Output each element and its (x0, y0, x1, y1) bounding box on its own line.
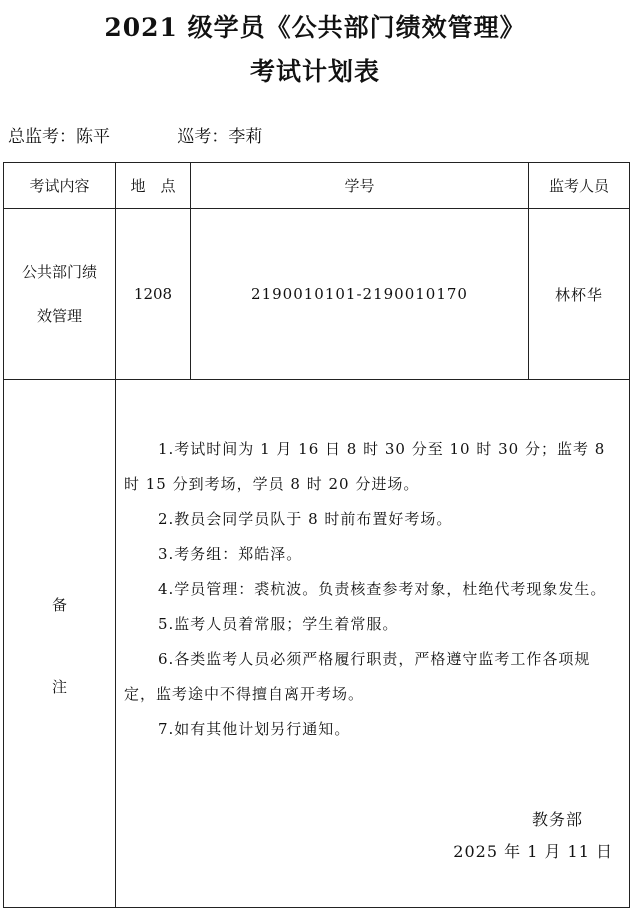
notes-list (124, 432, 617, 747)
header-location: 地 点 (116, 163, 191, 209)
page-title: 2021 级学员《公共部门绩效管理》 (104, 13, 526, 42)
signature-date: 2025 年 1 月 11 日 (453, 842, 613, 861)
note-item-4: 4.学员管理：裘杭波。负责核查参考对象，杜绝代考现象发生。 (158, 580, 607, 598)
header-invigilator: 监考人员 (529, 163, 630, 209)
signature-block (453, 804, 613, 868)
note-item-1: 1.考试时间为 1 月 16 日 8 时 30 分至 10 时 30 分；监考 8 时 15 分到考场，学员 8 时 20 分进场。 (124, 440, 606, 493)
chief-supervisor-label: 总监考： (8, 127, 76, 147)
note-item-5: 5.监考人员着常服；学生着常服。 (158, 615, 399, 633)
signature-department: 教务部 (531, 810, 583, 829)
page-subtitle: 考试计划表 (249, 57, 380, 86)
subject-cell (4, 209, 116, 380)
header-student-id: 学号 (191, 163, 529, 209)
notes-label-char-1: 备 (51, 596, 67, 614)
note-item-2: 2.教员会同学员队于 8 时前布置好考场。 (158, 510, 453, 528)
student-range-cell: 2190010101-2190010170 (191, 209, 529, 380)
invigilator-cell: 林杯华 (529, 209, 630, 380)
patrol-supervisor-name: 李莉 (228, 127, 263, 147)
exam-plan-table (3, 162, 630, 908)
notes-label-cell (4, 380, 116, 908)
supervisors-line (8, 122, 262, 147)
notes-body-cell (116, 380, 630, 908)
notes-label-char-2: 注 (51, 678, 67, 696)
subject-line-2: 效管理 (36, 307, 82, 325)
notes-row (4, 380, 630, 908)
note-item-3: 3.考务组：郑皓泽。 (158, 545, 303, 563)
patrol-supervisor-label: 巡考： (177, 127, 229, 147)
table-header-row (4, 163, 630, 209)
chief-supervisor-name: 陈平 (76, 127, 110, 147)
header-subject: 考试内容 (4, 163, 116, 209)
note-item-7: 7.如有其他计划另行通知。 (158, 720, 351, 738)
table-row (4, 209, 630, 380)
room-cell: 1208 (116, 209, 191, 380)
note-item-6: 6.各类监考人员必须严格履行职责，严格遵守监考工作各项规定，监考途中不得擅自离开考场。 (124, 650, 591, 703)
subject-line-1: 公共部门绩 (21, 263, 97, 281)
